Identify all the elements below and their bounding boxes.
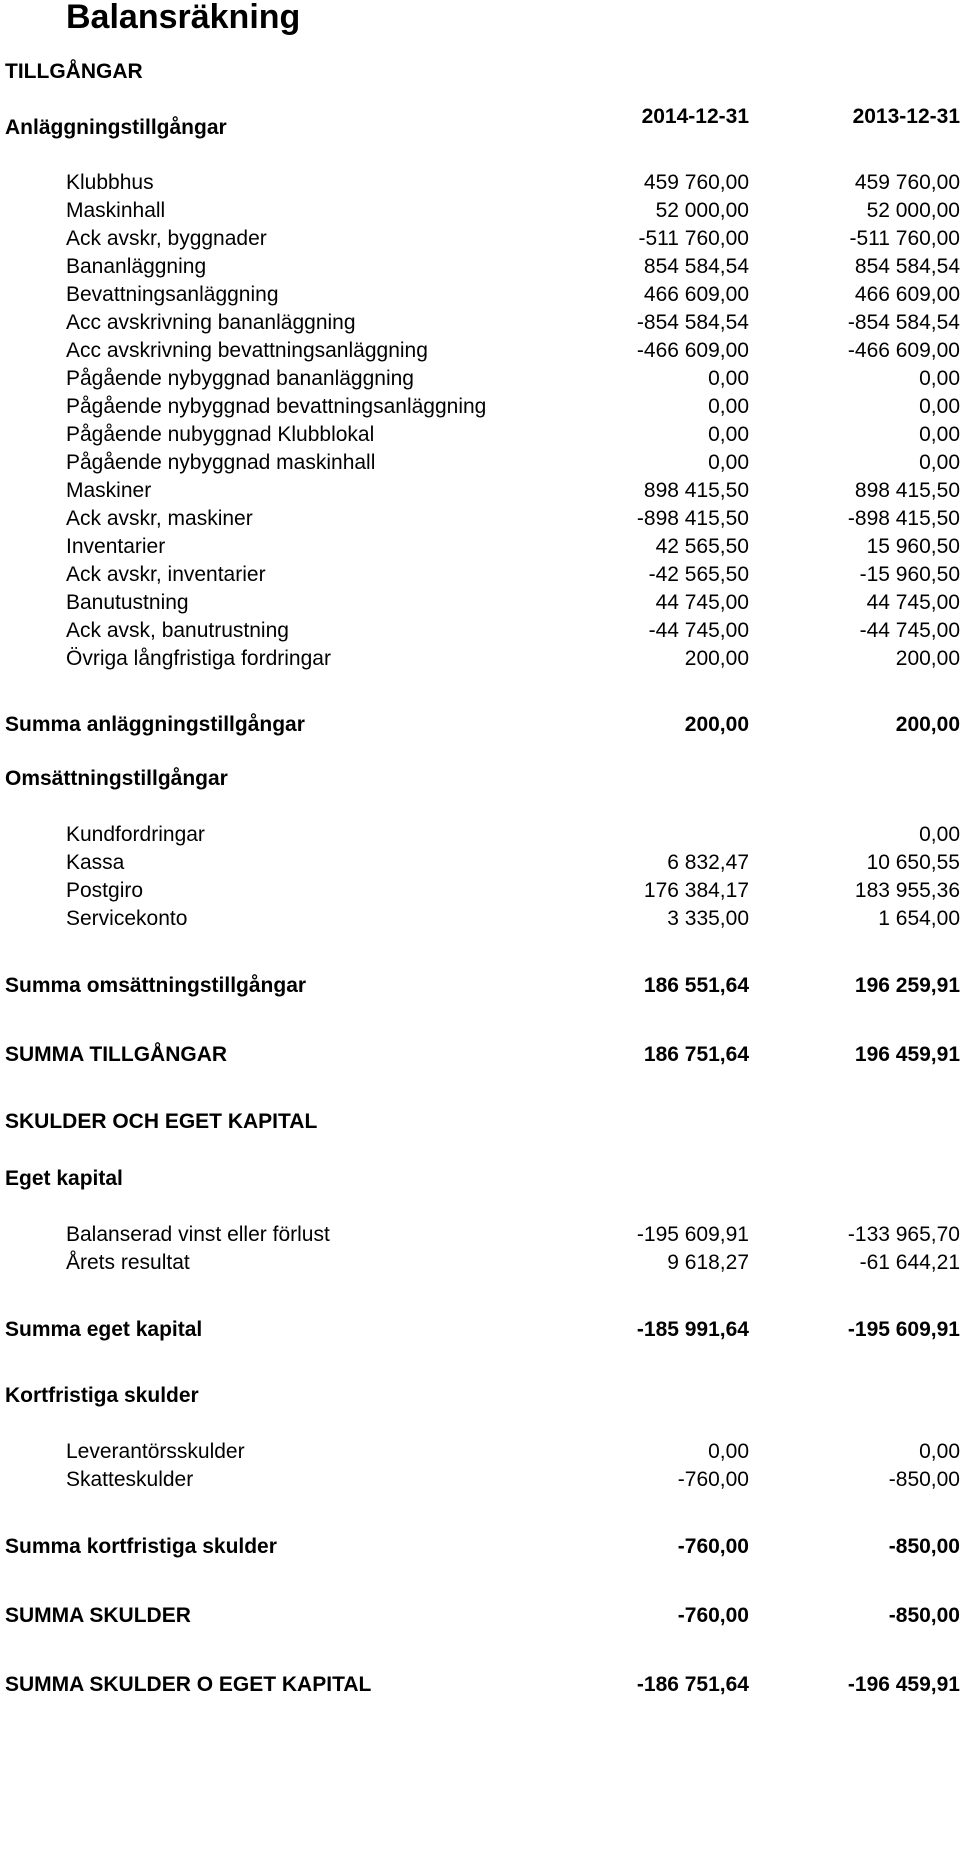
table-row (0, 1222, 960, 1250)
value-2014: 0,00 (708, 395, 749, 418)
value-2014: -42 565,50 (648, 563, 749, 586)
value-2013: 0,00 (919, 395, 960, 418)
value-2014: 9 618,27 (667, 1251, 749, 1274)
table-row (0, 822, 960, 850)
value-2014: 466 609,00 (643, 283, 749, 306)
row-label: Maskiner (66, 479, 152, 502)
value-2014: -185 991,64 (636, 1318, 749, 1341)
table-row (0, 478, 960, 506)
value-2014: 898 415,50 (643, 479, 749, 502)
row-label: Ack avskr, inventarier (66, 563, 266, 586)
row-label: Pågående nybyggnad bevattningsanläggning (66, 395, 487, 418)
value-2013: 459 760,00 (854, 171, 960, 194)
table-row (0, 506, 960, 534)
row-label: Acc avskrivning bananläggning (66, 311, 356, 334)
value-2013: -195 609,91 (847, 1318, 960, 1341)
row-label: Acc avskrivning bevattningsanläggning (66, 339, 428, 362)
value-2014: 6 832,47 (667, 851, 749, 874)
row-label: SUMMA SKULDER (5, 1604, 191, 1627)
row-label: Klubbhus (66, 171, 154, 194)
value-2014: 176 384,17 (643, 879, 749, 902)
row-label: Leverantörsskulder (66, 1440, 245, 1463)
value-2013: -898 415,50 (847, 507, 960, 530)
table-row (0, 562, 960, 590)
section-omsattningstillgangar: Omsättningstillgångar (5, 767, 228, 790)
table-row (0, 198, 960, 226)
table-row (0, 226, 960, 254)
value-2013: -850,00 (888, 1604, 960, 1627)
table-row (0, 310, 960, 338)
row-label: Summa anläggningstillgångar (5, 713, 305, 736)
value-2013: 200,00 (895, 713, 960, 736)
row-label: Bananläggning (66, 255, 207, 278)
value-2014: 0,00 (708, 367, 749, 390)
row-label: Pågående nubyggnad Klubblokal (66, 423, 375, 446)
table-row (0, 254, 960, 282)
table-row (0, 366, 960, 394)
row-label: Årets resultat (66, 1251, 190, 1274)
value-2013: 200,00 (895, 647, 960, 670)
section-skulder-och-eget-kapital: SKULDER OCH EGET KAPITAL (5, 1110, 318, 1133)
table-row (0, 646, 960, 674)
table-row (0, 422, 960, 450)
table-row (0, 1250, 960, 1278)
row-label: Inventarier (66, 535, 166, 558)
row-label: SUMMA SKULDER O EGET KAPITAL (5, 1673, 372, 1696)
value-2014: -898 415,50 (636, 507, 749, 530)
subtotal-row (0, 1534, 960, 1562)
value-2013: 898 415,50 (854, 479, 960, 502)
value-2013: 1 654,00 (878, 907, 960, 930)
table-row (0, 534, 960, 562)
value-2014: -760,00 (677, 1535, 749, 1558)
value-2014: -760,00 (677, 1468, 749, 1491)
value-2013: 0,00 (919, 367, 960, 390)
row-label: Servicekonto (66, 907, 188, 930)
value-2013: 0,00 (919, 423, 960, 446)
table-row (0, 906, 960, 934)
table-row (0, 170, 960, 198)
row-label: Bevattningsanläggning (66, 283, 279, 306)
table-row (0, 878, 960, 906)
value-2014: -195 609,91 (636, 1223, 749, 1246)
row-label: Summa kortfristiga skulder (5, 1535, 277, 1558)
table-row (0, 618, 960, 646)
value-2013: -511 760,00 (849, 227, 960, 250)
table-row (0, 450, 960, 478)
section-eget-kapital: Eget kapital (5, 1167, 123, 1190)
value-2014: 854 584,54 (643, 255, 749, 278)
row-label: Ack avskr, byggnader (66, 227, 267, 250)
value-2013: 0,00 (919, 1440, 960, 1463)
row-label: Summa eget kapital (5, 1318, 203, 1341)
table-row (0, 338, 960, 366)
subtotal-row (0, 973, 960, 1001)
value-2014: -44 745,00 (648, 619, 749, 642)
value-2013: 196 259,91 (854, 974, 960, 997)
row-label: Skatteskulder (66, 1468, 194, 1491)
section-anlaggningstillgangar: Anläggningstillgångar (5, 116, 227, 139)
value-2013: -44 745,00 (859, 619, 960, 642)
value-2013: -854 584,54 (847, 311, 960, 334)
value-2013: 196 459,91 (854, 1043, 960, 1066)
row-label: Postgiro (66, 879, 144, 902)
column-header-2013: 2013-12-31 (852, 105, 960, 128)
value-2013: -15 960,50 (859, 563, 960, 586)
value-2013: 854 584,54 (854, 255, 960, 278)
table-row (0, 394, 960, 422)
value-2014: 52 000,00 (655, 199, 749, 222)
value-2014: -511 760,00 (638, 227, 749, 250)
value-2013: 466 609,00 (854, 283, 960, 306)
value-2013: -133 965,70 (847, 1223, 960, 1246)
row-label: Ack avsk, banutrustning (66, 619, 289, 642)
row-label: Maskinhall (66, 199, 166, 222)
value-2013: -61 644,21 (859, 1251, 960, 1274)
value-2014: -466 609,00 (636, 339, 749, 362)
value-2013: 44 745,00 (866, 591, 960, 614)
value-2014: 42 565,50 (655, 535, 749, 558)
value-2013: 10 650,55 (866, 851, 960, 874)
value-2013: 0,00 (919, 823, 960, 846)
value-2013: -850,00 (888, 1535, 960, 1558)
value-2014: 3 335,00 (667, 907, 749, 930)
grand-total-row (0, 1672, 960, 1700)
row-label: Kassa (66, 851, 125, 874)
section-tillgangar: TILLGÅNGAR (5, 60, 143, 83)
table-row (0, 1467, 960, 1495)
value-2014: -854 584,54 (636, 311, 749, 334)
value-2014: 186 551,64 (643, 974, 749, 997)
table-row (0, 850, 960, 878)
row-label: Banutustning (66, 591, 189, 614)
value-2013: -466 609,00 (847, 339, 960, 362)
value-2014: 0,00 (708, 451, 749, 474)
table-row (0, 282, 960, 310)
row-label: Pågående nybyggnad bananläggning (66, 367, 414, 390)
row-label: Summa omsättningstillgångar (5, 974, 307, 997)
total-row (0, 1603, 960, 1631)
value-2013: 15 960,50 (866, 535, 960, 558)
subtotal-row (0, 712, 960, 740)
value-2014: 186 751,64 (643, 1043, 749, 1066)
value-2013: 183 955,36 (854, 879, 960, 902)
value-2014: 0,00 (708, 423, 749, 446)
value-2014: 200,00 (684, 647, 749, 670)
value-2014: 459 760,00 (643, 171, 749, 194)
value-2014: -760,00 (677, 1604, 749, 1627)
column-header-2014: 2014-12-31 (641, 105, 749, 128)
total-row (0, 1042, 960, 1070)
page-title: Balansräkning (66, 0, 301, 36)
value-2014: -186 751,64 (636, 1673, 749, 1696)
row-label: Övriga långfristiga fordringar (66, 647, 331, 670)
row-label: Ack avskr, maskiner (66, 507, 253, 530)
row-label: Balanserad vinst eller förlust (66, 1223, 330, 1246)
value-2014: 200,00 (684, 713, 749, 736)
value-2013: 0,00 (919, 451, 960, 474)
section-kortfristiga-skulder: Kortfristiga skulder (5, 1384, 199, 1407)
value-2014: 0,00 (708, 1440, 749, 1463)
row-label: SUMMA TILLGÅNGAR (5, 1043, 228, 1066)
value-2013: -850,00 (888, 1468, 960, 1491)
table-row (0, 1439, 960, 1467)
subtotal-row (0, 1317, 960, 1345)
value-2014: 44 745,00 (655, 591, 749, 614)
value-2013: 52 000,00 (866, 199, 960, 222)
table-row (0, 590, 960, 618)
row-label: Kundfordringar (66, 823, 205, 846)
value-2013: -196 459,91 (847, 1673, 960, 1696)
row-label: Pågående nybyggnad maskinhall (66, 451, 376, 474)
